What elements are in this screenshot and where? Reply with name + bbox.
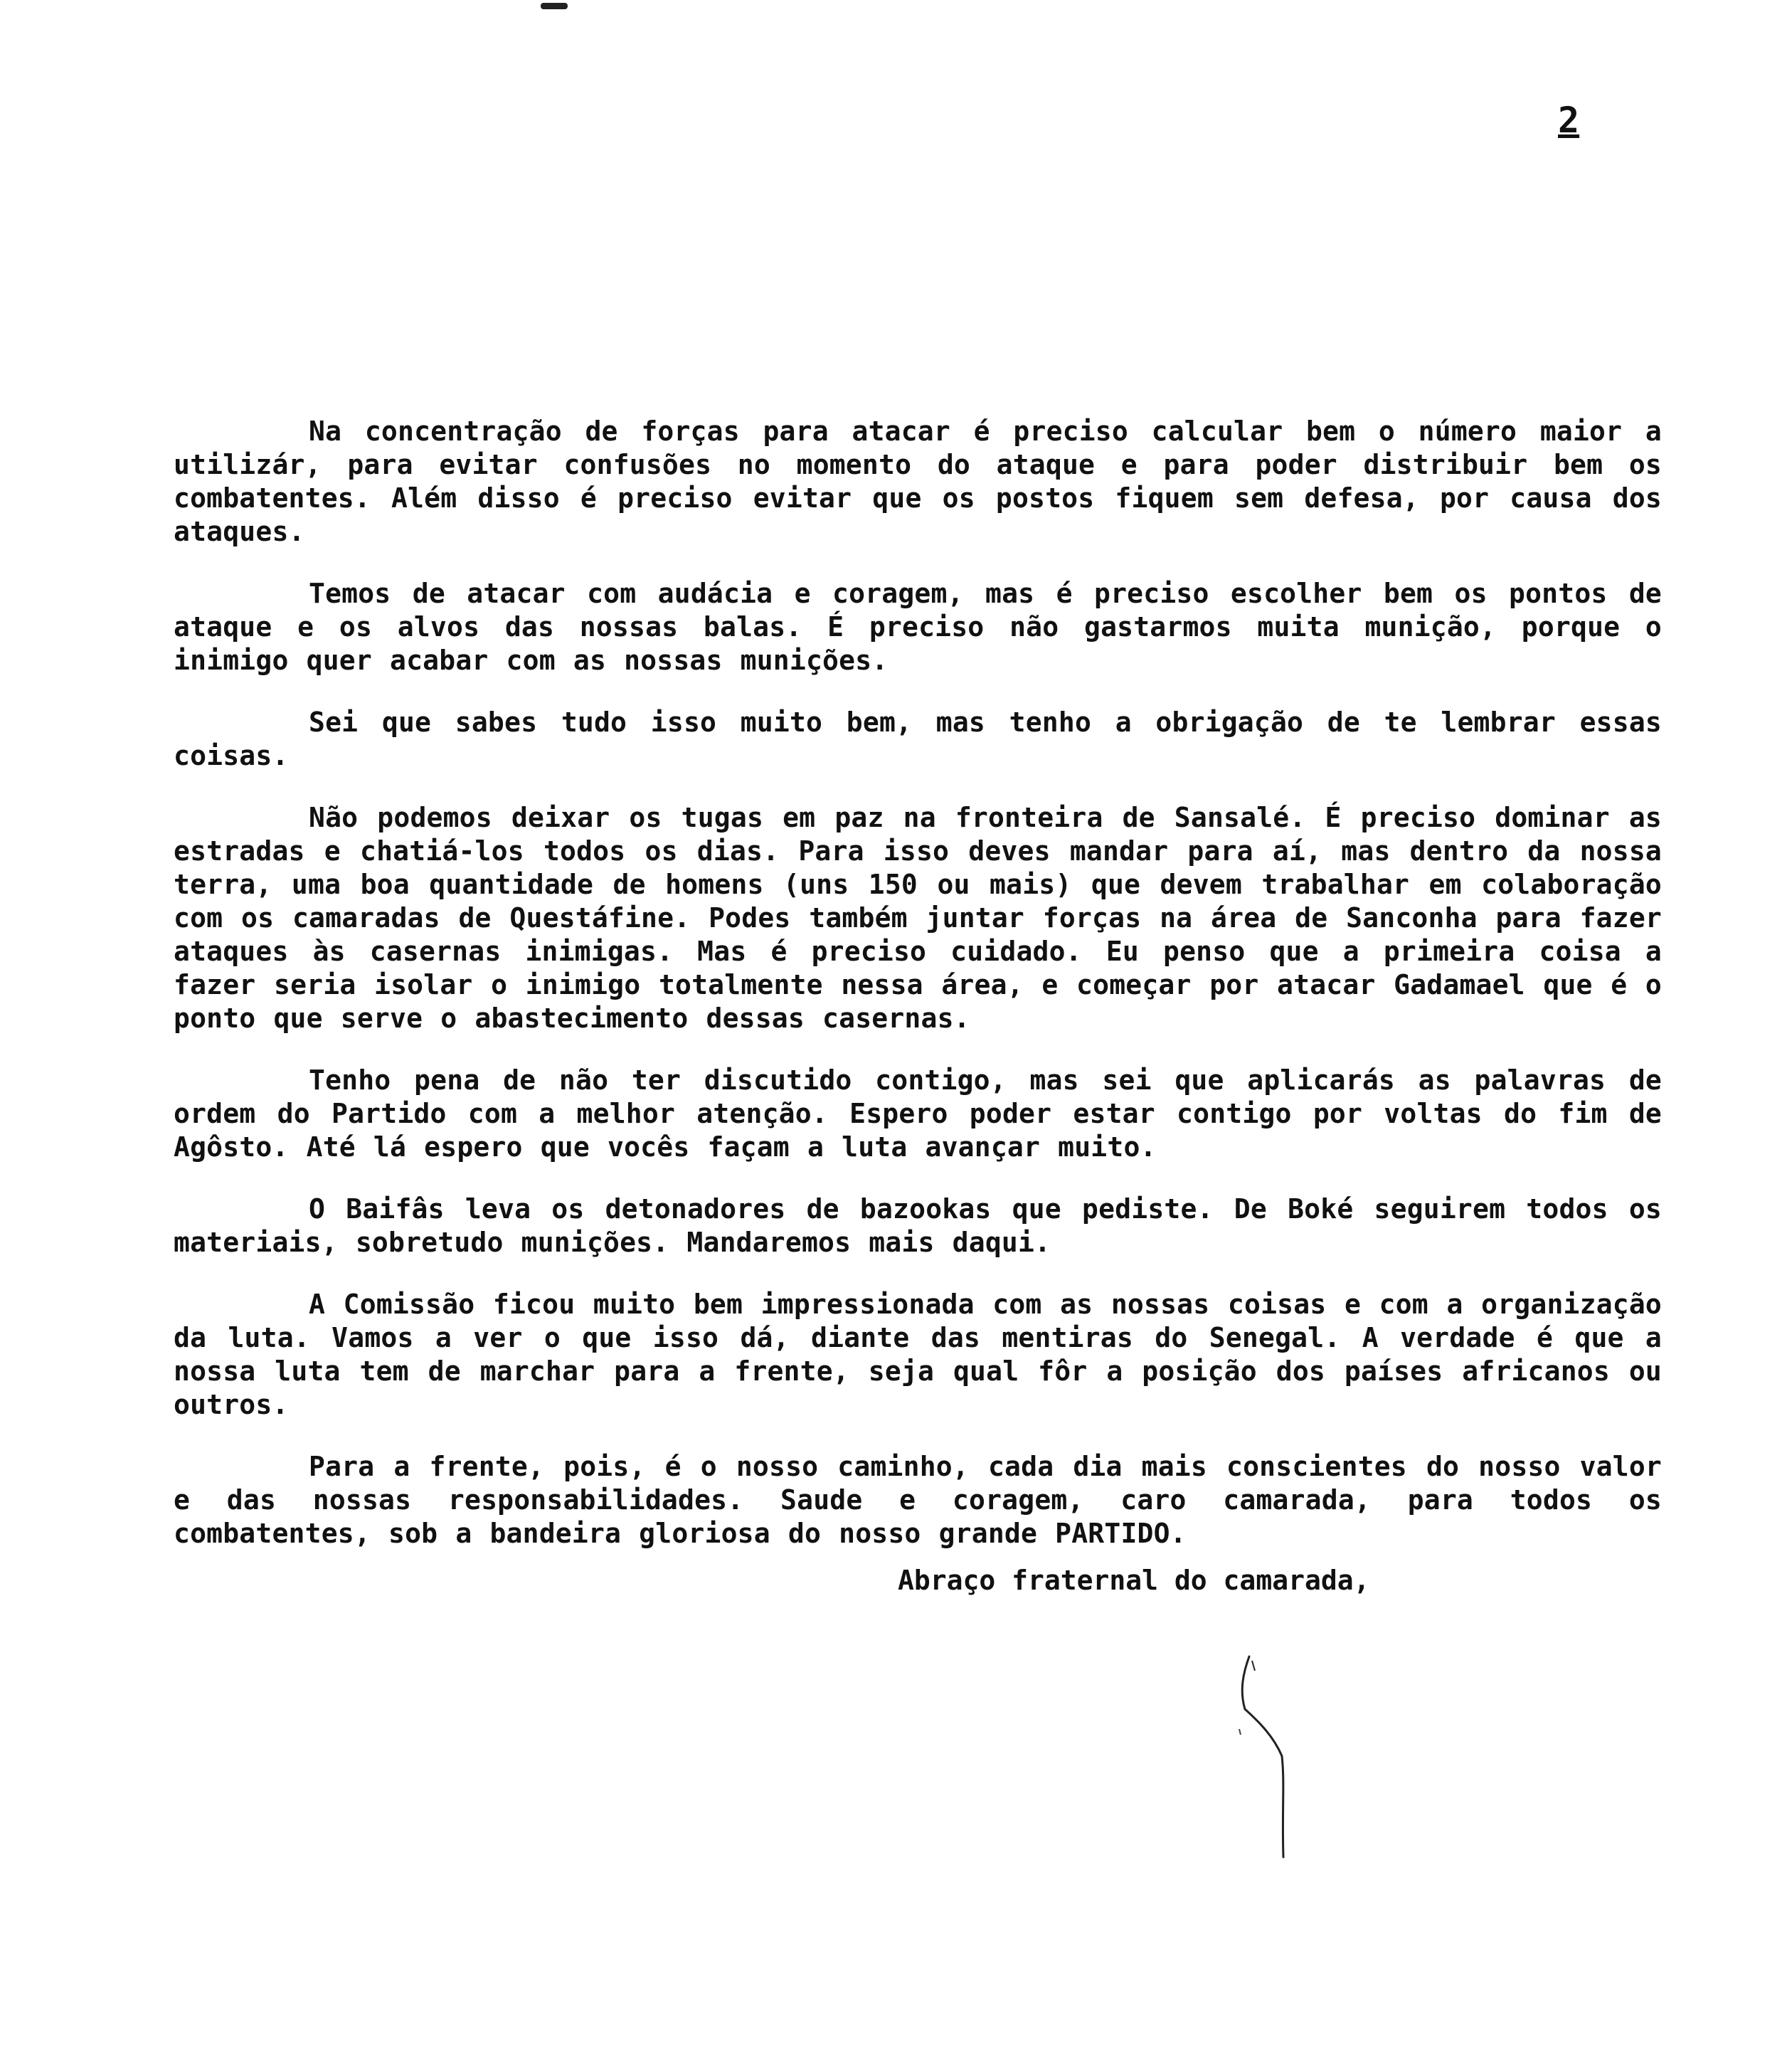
paragraph-audacity: Temos de atacar com audácia e coragem, mas é preciso escolher bem os pontos de ataque e os alvos das nossas balas. É preciso não gastarmos muita munição, porque o inimigo quer acabar com as nossas munições. xyxy=(174,578,1662,676)
paragraph-materials: O Baifâs leva os detonadores de bazookas que pediste. De Boké seguirem todos os materiais, sobretudo munições. Mandaremos mais daqui. xyxy=(174,1193,1662,1258)
signature-mark xyxy=(1224,1651,1323,1864)
paragraph-sansale-border: Não podemos deixar os tugas em paz na fronteira de Sansalé. É preciso dominar as estradas e chatiá-los todos os dias. Para isso deves mandar para aí, mas dentro da nossa terra, uma boa quantidade de homens (uns 150 ou mais) que devem trabalhar em colaboração com os camaradas de Questáfine. Podes também juntar forças na área de Sanconha para fazer ataques às casernas inimigas. Mas é preciso cuidado. Eu penso que a primeira coisa a fazer seria isolar o inimigo totalmente nessa área, e começar por atacar Gadamael que é o ponto que serve o abastecimento dessas casernas. xyxy=(174,802,1662,1034)
ink-speck xyxy=(541,3,568,9)
closing-salutation: Abraço fraternal do camarada, xyxy=(898,1565,1370,1596)
paragraph-commission: A Comissão ficou muito bem impressionada com as nossas coisas e com a organização da luta. Vamos a ver o que isso dá, diante das mentiras do Senegal. A verdade é que a nossa luta tem de marchar para a frente, seja qual fôr a posição dos países africanos ou outros. xyxy=(174,1289,1662,1420)
page-number: 2 xyxy=(1558,100,1580,141)
paragraph-reminder: Sei que sabes tudo isso muito bem, mas tenho a obrigação de te lembrar essas coisas. xyxy=(174,707,1662,771)
letter-body xyxy=(174,415,1662,1579)
paragraph-force-concentration: Na concentração de forças para atacar é preciso calcular bem o número maior a utilizár, para evitar confusões no momento do ataque e para poder distribuir bem os combatentes. Além disso é preciso evitar que os postos fiquem sem defesa, por causa dos ataques. xyxy=(174,416,1662,547)
paragraph-party-orders: Tenho pena de não ter discutido contigo, mas sei que aplicarás as palavras de ordem do Partido com a melhor atenção. Espero poder estar contigo por voltas do fim de Agôsto. Até lá espero que vocês façam a luta avançar muito. xyxy=(174,1064,1662,1163)
paragraph-onward: Para a frente, pois, é o nosso caminho, cada dia mais conscientes do nosso valor e das nossas responsabilidades. Saude e coragem, caro camarada, para todos os combatentes, sob a bandeira gloriosa do nosso grande PARTIDO. xyxy=(174,1451,1662,1549)
